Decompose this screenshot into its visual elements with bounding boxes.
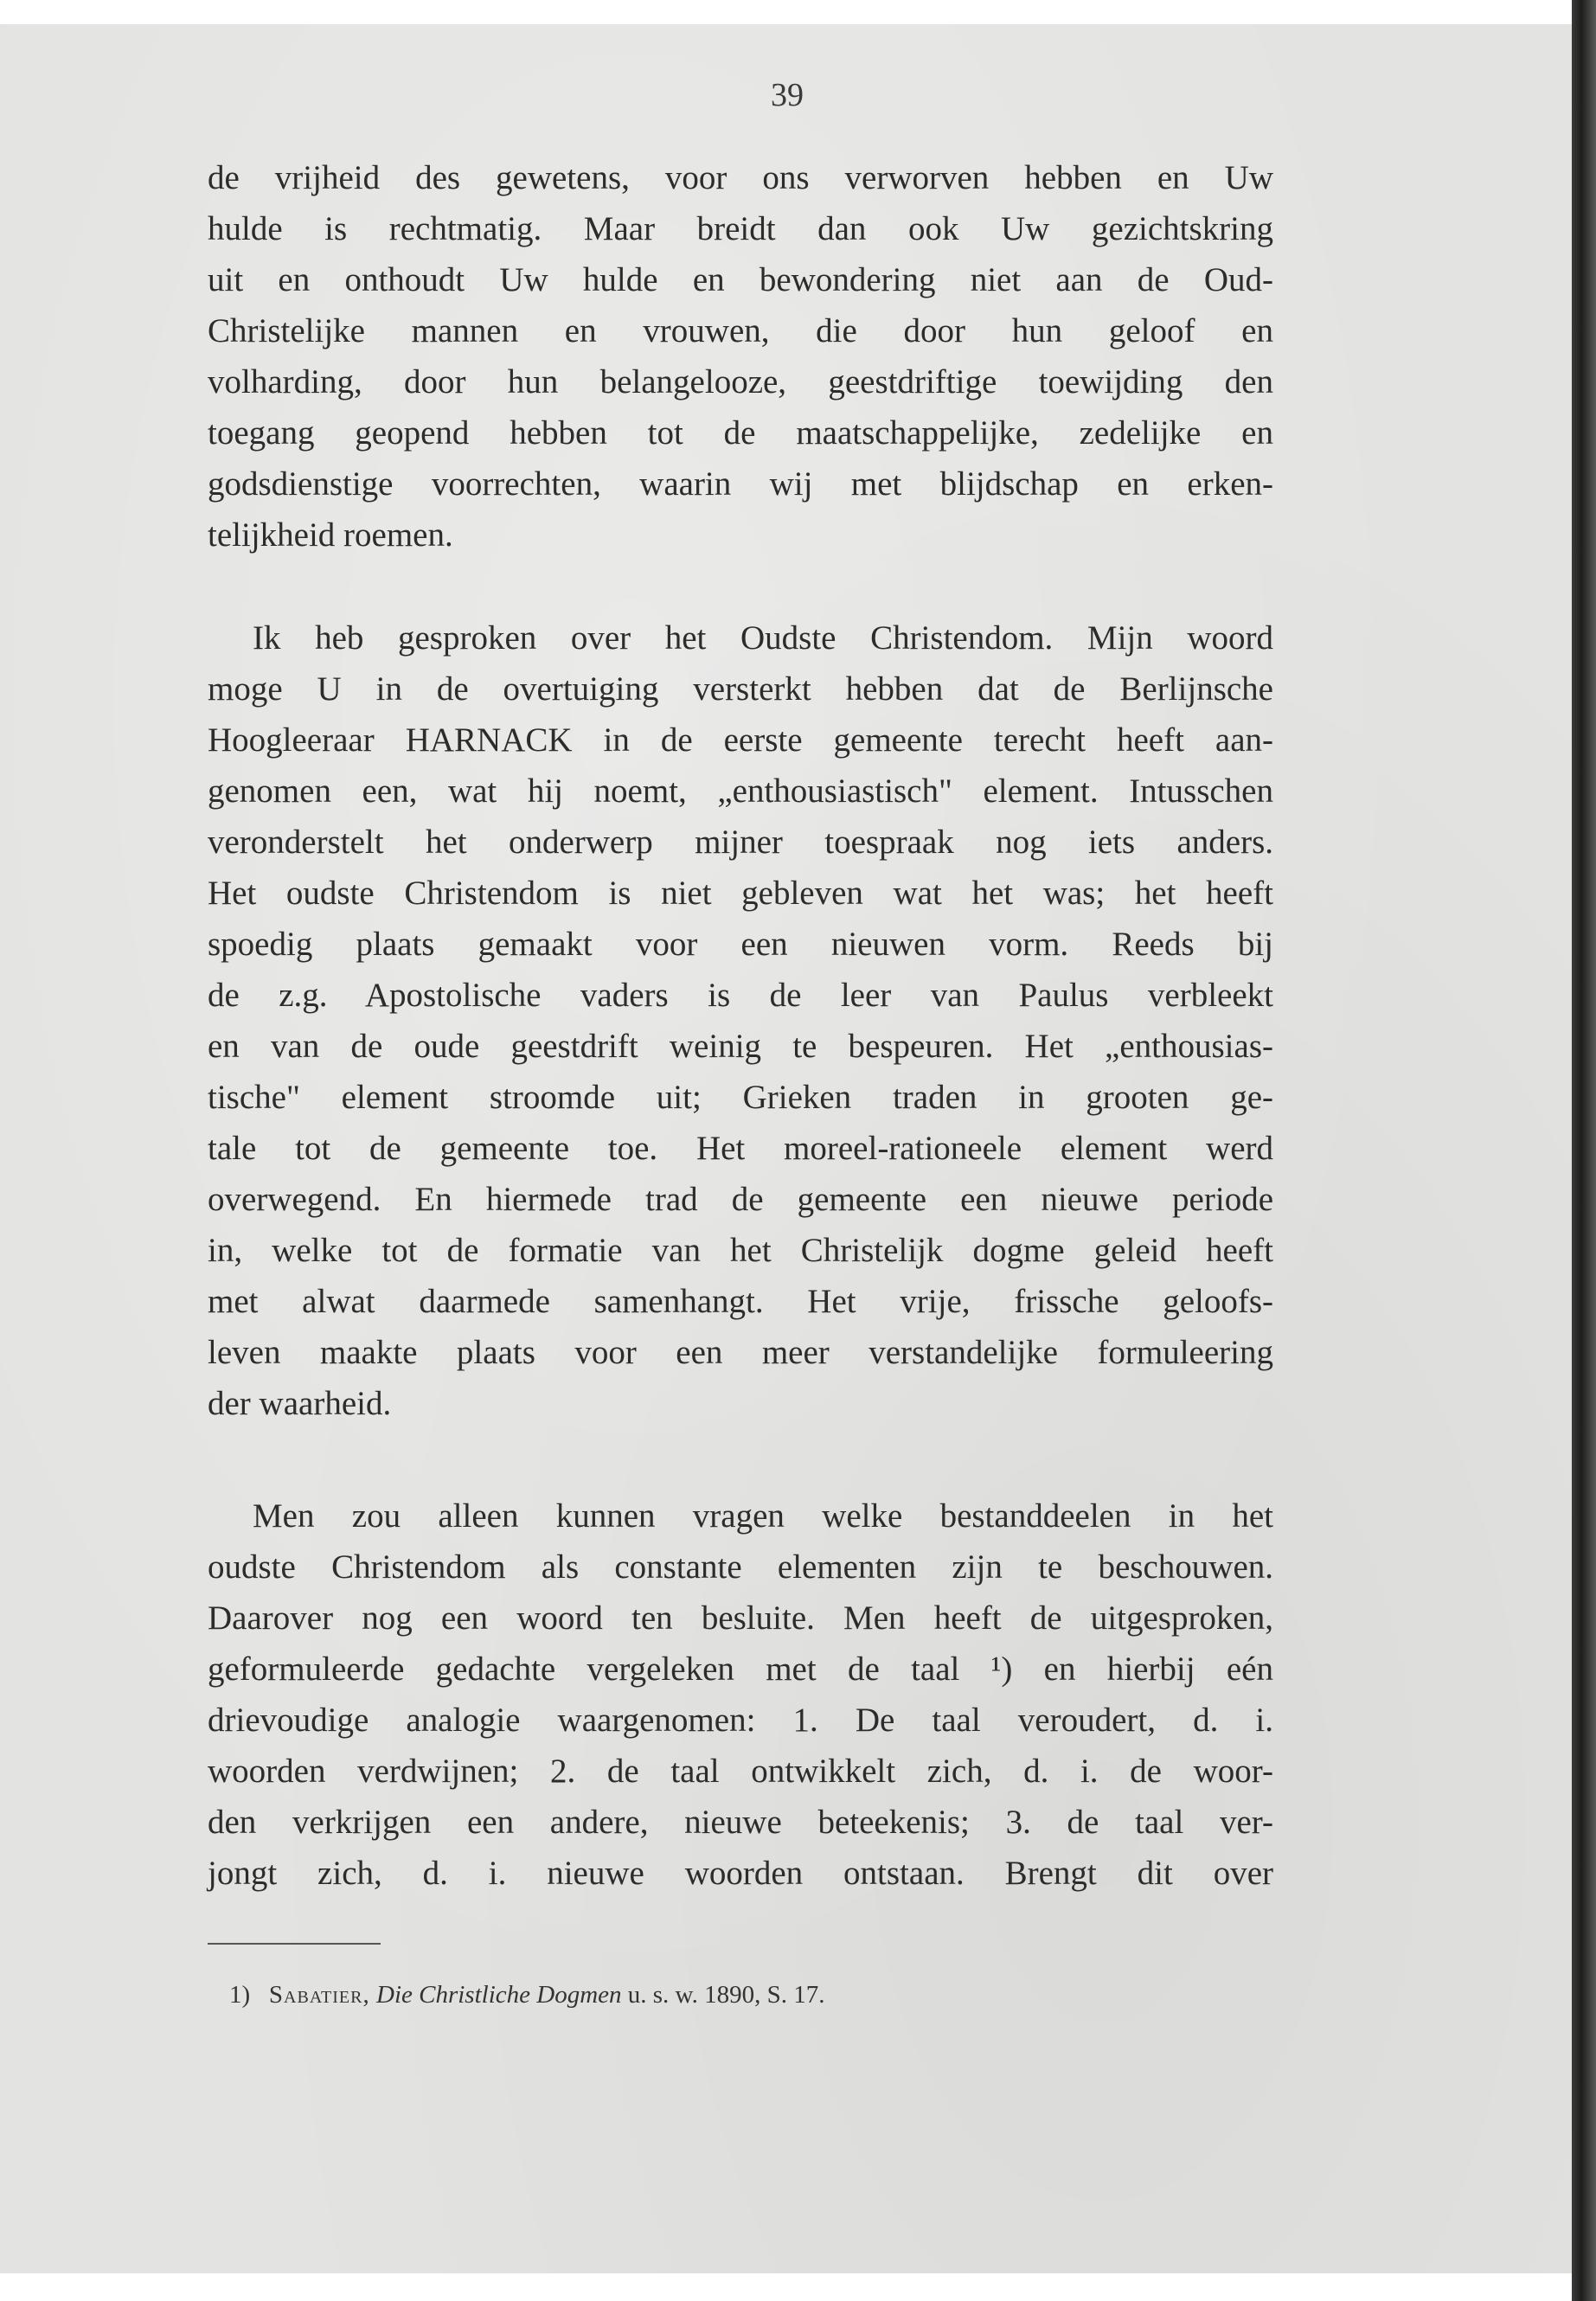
- text-line: den verkrijgen een andere, nieuwe beteekenis; 3. de taal ver-: [208, 1804, 1273, 1841]
- text-line: de vrijheid des gewetens, voor ons verworven hebben en Uw: [208, 159, 1273, 196]
- footnote-rest: u. s. w. 1890, S. 17.: [627, 1981, 825, 2009]
- text-line: Hoogleeraar HARNACK in de eerste gemeente terecht heeft aan-: [208, 721, 1273, 759]
- text-line: veronderstelt het onderwerp mijner toespraak nog iets anders.: [208, 824, 1273, 861]
- footnote-title: Die Christliche Dogmen: [376, 1981, 622, 2009]
- text-line: leven maakte plaats voor een meer verstandelijke formuleering: [208, 1334, 1273, 1371]
- text-line: genomen een, wat hij noemt, „enthousiastisch" element. Intusschen: [208, 772, 1273, 810]
- text-line: godsdienstige voorrechten, waarin wij met blijdschap en erken-: [208, 465, 1273, 503]
- text-line: Ik heb gesproken over het Oudste Christendom. Mijn woord: [253, 619, 1273, 657]
- page-number: 39: [771, 77, 804, 113]
- text-line: spoedig plaats gemaakt voor een nieuwen vorm. Reeds bij: [208, 926, 1273, 963]
- footnote: [229, 1981, 825, 2009]
- text-line: Daarover nog een woord ten besluite. Men heeft de uitgesproken,: [208, 1599, 1273, 1637]
- footnote-divider: [208, 1943, 381, 1945]
- text-line: uit en onthoudt Uw hulde en bewondering niet aan de Oud-: [208, 261, 1273, 298]
- book-spine-edge: [1572, 0, 1596, 2301]
- text-line: volharding, door hun belangelooze, geestdriftige toewijding den: [208, 363, 1273, 401]
- text-line: tische" element stroomde uit; Grieken traden in grooten ge-: [208, 1079, 1273, 1116]
- text-line: drievoudige analogie waargenomen: 1. De taal veroudert, d. i.: [208, 1702, 1273, 1739]
- text-line: Het oudste Christendom is niet gebleven wat het was; het heeft: [208, 875, 1273, 912]
- text-line: oudste Christendom als constante elementen zijn te beschouwen.: [208, 1548, 1273, 1586]
- footnote-author: Sabatier,: [268, 1981, 370, 2009]
- text-line: jongt zich, d. i. nieuwe woorden ontstaan. Brengt dit over: [208, 1855, 1273, 1892]
- book-page: [0, 24, 1574, 2273]
- text-line: geformuleerde gedachte vergeleken met de taal ¹) en hierbij eén: [208, 1650, 1273, 1688]
- paragraph-1: [208, 152, 1273, 561]
- text-line: der waarheid.: [208, 1385, 392, 1422]
- text-line: met alwat daarmede samenhangt. Het vrije, frissche geloofs-: [208, 1283, 1273, 1320]
- text-line: toegang geopend hebben tot de maatschappelijke, zedelijke en: [208, 414, 1273, 452]
- text-line: telijkheid roemen.: [208, 516, 453, 554]
- paragraph-2: [208, 612, 1273, 1429]
- text-line: woorden verdwijnen; 2. de taal ontwikkelt zich, d. i. de woor-: [208, 1753, 1273, 1790]
- text-line: moge U in de overtuiging versterkt hebben dat de Berlijnsche: [208, 670, 1273, 708]
- text-line: Men zou alleen kunnen vragen welke bestanddeelen in het: [253, 1497, 1273, 1535]
- paragraph-3: [208, 1490, 1273, 1899]
- text-line: hulde is rechtmatig. Maar breidt dan ook Uw gezichtskring: [208, 210, 1273, 247]
- text-line: en van de oude geestdrift weinig te bespeuren. Het „enthousias-: [208, 1028, 1273, 1065]
- text-line: de z.g. Apostolische vaders is de leer van Paulus verbleekt: [208, 977, 1273, 1014]
- footnote-marker: 1): [229, 1981, 251, 2009]
- text-line: overwegend. En hiermede trad de gemeente een nieuwe periode: [208, 1181, 1273, 1218]
- text-line: tale tot de gemeente toe. Het moreel-rationeele element werd: [208, 1130, 1273, 1167]
- text-line: Christelijke mannen en vrouwen, die door hun geloof en: [208, 312, 1273, 349]
- text-line: in, welke tot de formatie van het Christelijk dogme geleid heeft: [208, 1232, 1273, 1269]
